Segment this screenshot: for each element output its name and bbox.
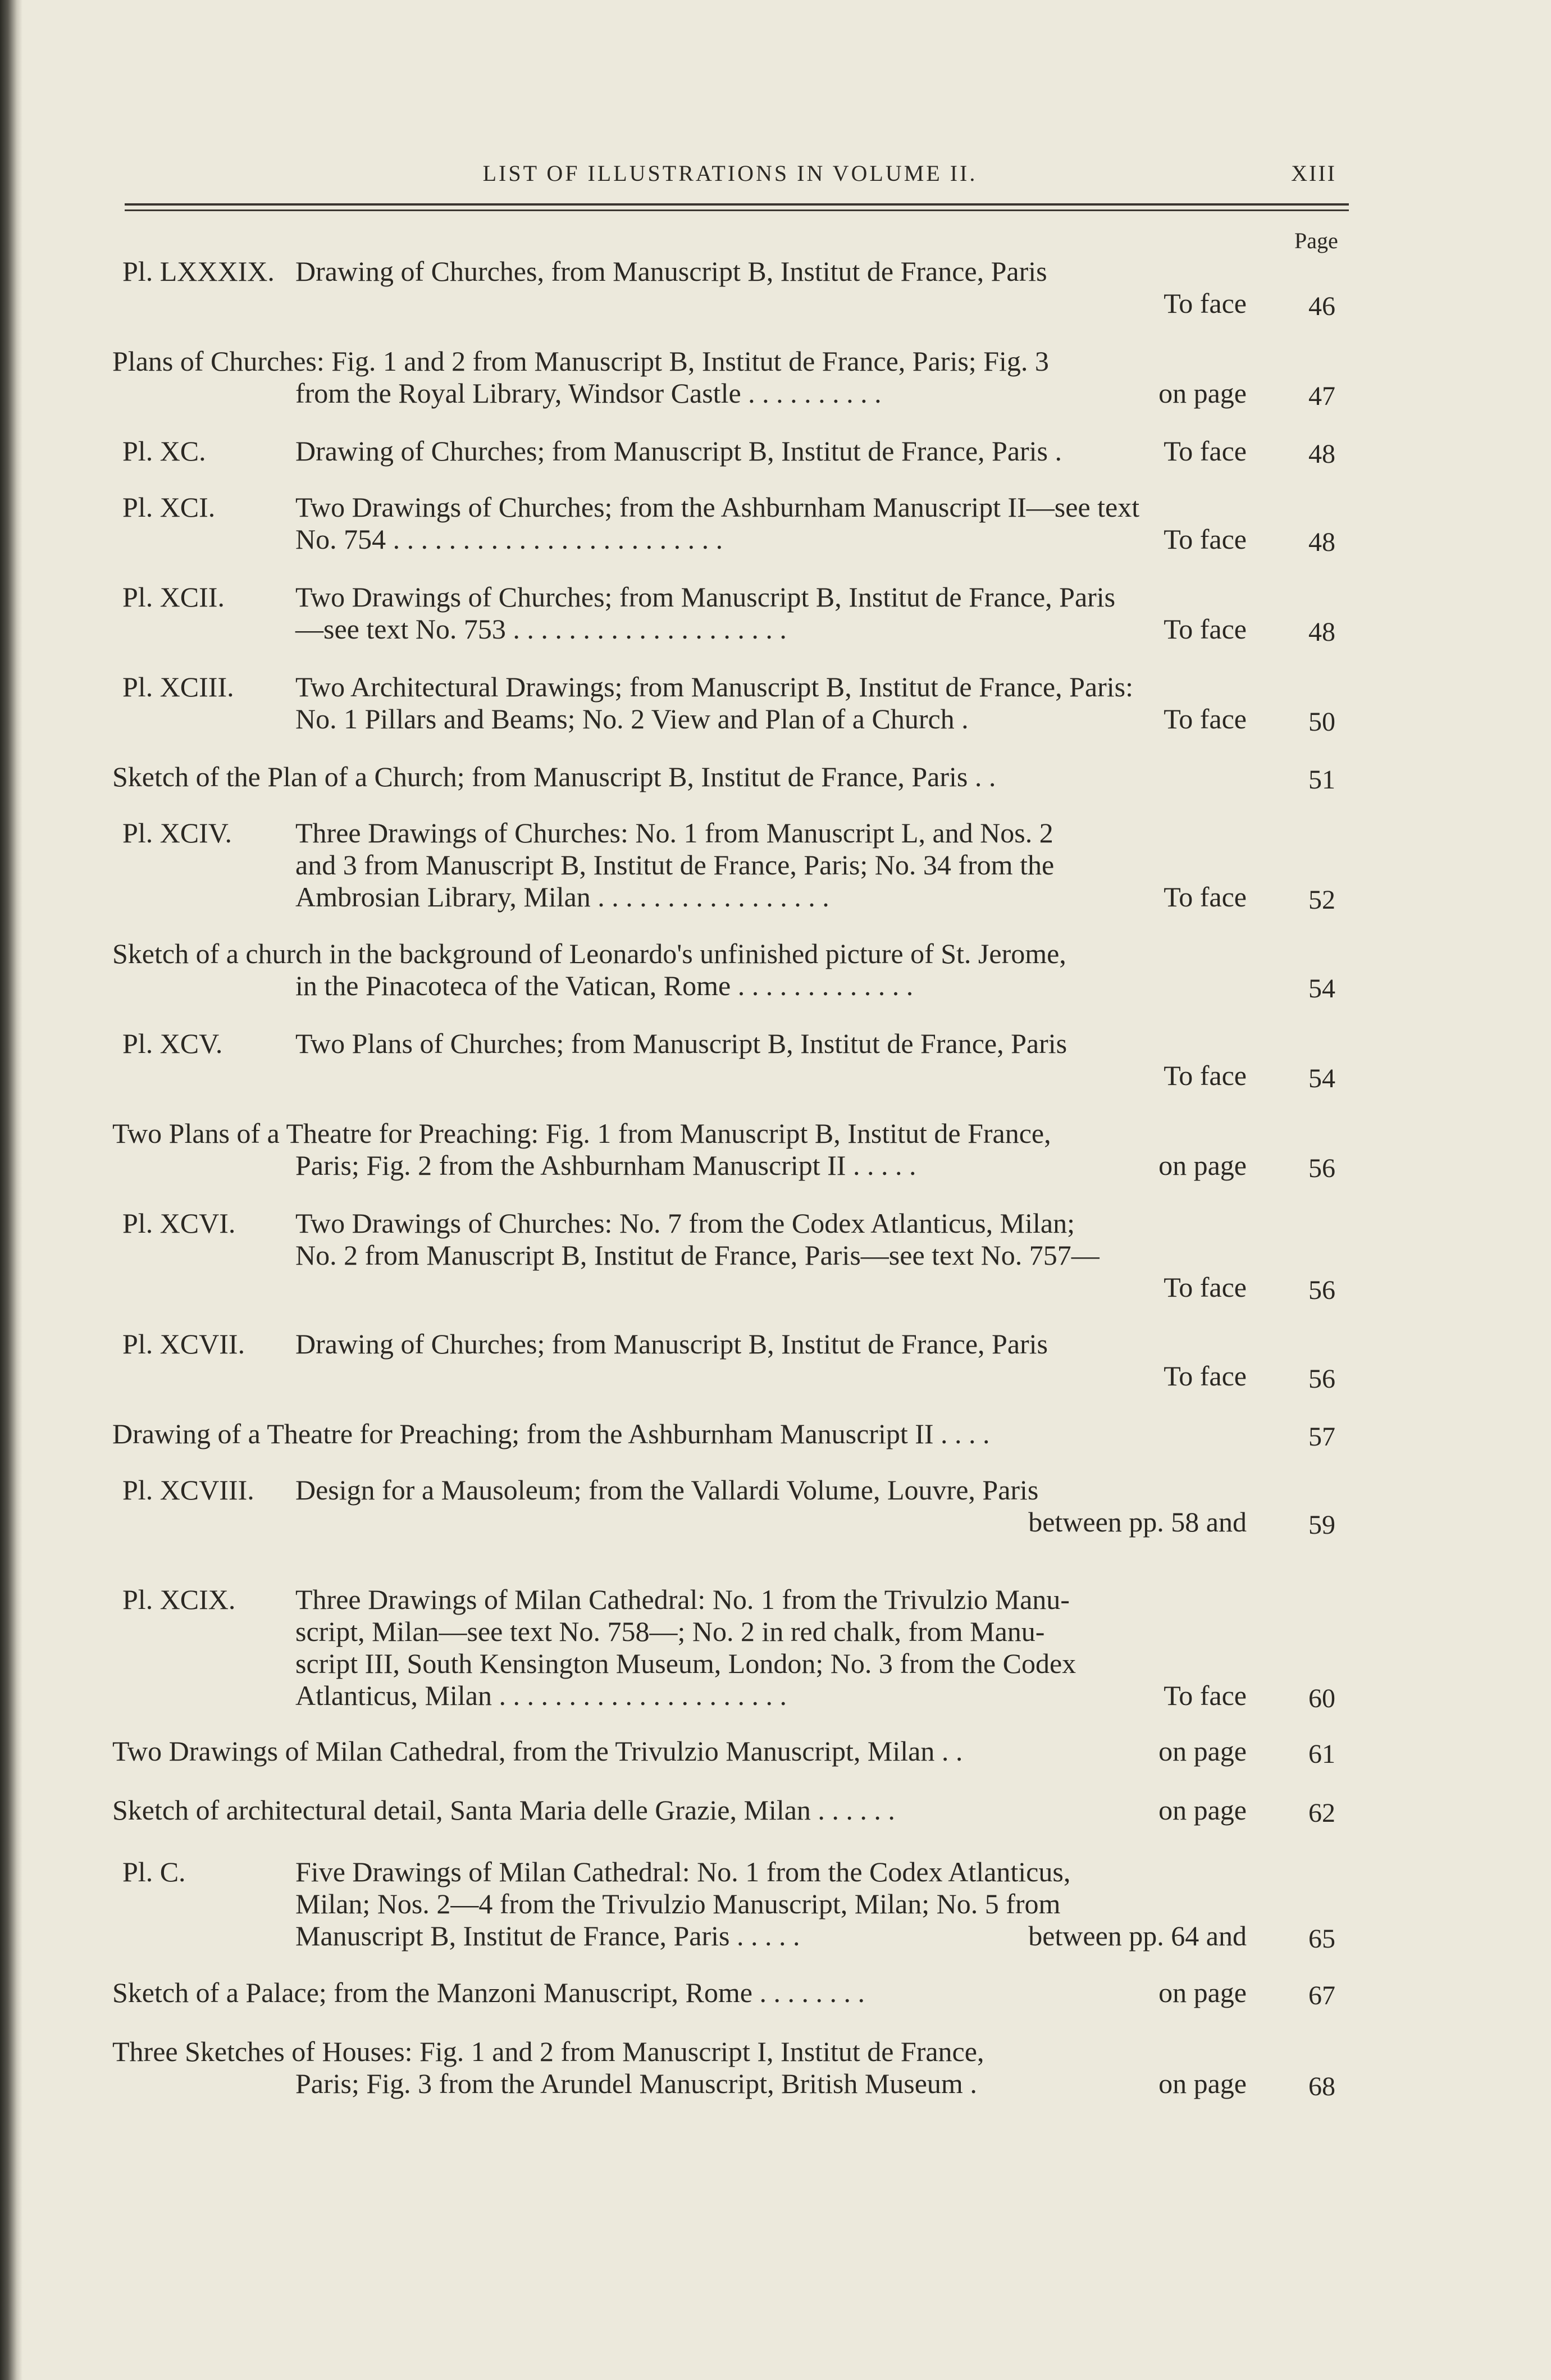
entry-line: [112, 256, 1348, 288]
list-item: [112, 1977, 1348, 2009]
entry-text: Drawing of a Theatre for Preaching; from the Ashburnham Manuscript II . . . .: [112, 1418, 990, 1449]
list-item: [112, 1474, 1348, 1538]
placement-reference: To face: [1164, 1271, 1247, 1303]
plate-number: Pl. XCVII.: [122, 1328, 245, 1360]
entry-text: Atlanticus, Milan . . . . . . . . . . . . . . . . . . . . .: [295, 1680, 787, 1711]
entry-line: [112, 2036, 1348, 2068]
list-item: [112, 1207, 1348, 1303]
page-number: 54: [1308, 1064, 1335, 1093]
placement-reference: on page: [1158, 377, 1247, 409]
entry-line: [112, 970, 1348, 1002]
page-number: 54: [1308, 974, 1335, 1004]
entry-text: Three Drawings of Milan Cathedral: No. 1 from the Trivulzio Manu-: [295, 1584, 1070, 1615]
entry-line: [112, 1506, 1348, 1538]
entry-text: No. 1 Pillars and Beams; No. 2 View and Plan of a Church .: [295, 703, 969, 735]
placement-reference: on page: [1158, 1977, 1247, 2008]
list-item: [112, 1584, 1348, 1712]
page-number: 50: [1308, 707, 1335, 737]
placement-reference: To face: [1164, 1060, 1247, 1091]
plate-number: Pl. XCVIII.: [122, 1474, 254, 1506]
entry-text: Two Drawings of Churches; from Manuscript B, Institut de France, Paris: [295, 581, 1116, 613]
list-item: [112, 1328, 1348, 1392]
entry-text: Sketch of the Plan of a Church; from Manuscript B, Institut de France, Paris . .: [112, 761, 996, 792]
list-item: [112, 761, 1348, 793]
page-number: 57: [1308, 1422, 1335, 1452]
list-item: [112, 817, 1348, 913]
entry-line: [112, 1584, 1348, 1616]
entry-text: Two Drawings of Churches: No. 7 from the Codex Atlanticus, Milan;: [295, 1207, 1075, 1239]
list-item: [112, 1856, 1348, 1952]
entry-line: [112, 377, 1348, 409]
entry-line: [112, 1271, 1348, 1303]
entry-line: [112, 1360, 1348, 1392]
page-spine-shadow: [0, 0, 22, 2380]
list-item: [112, 345, 1348, 409]
plate-number: Pl. XCIII.: [122, 671, 234, 703]
page-number: 67: [1308, 1981, 1335, 2010]
plate-number: Pl. XCI.: [122, 491, 216, 523]
entry-line: [112, 491, 1348, 523]
entry-text: Two Drawings of Milan Cathedral, from the Trivulzio Manuscript, Milan . .: [112, 1735, 963, 1767]
entry-text: Design for a Mausoleum; from the Vallardi Volume, Louvre, Paris: [295, 1474, 1039, 1506]
placement-reference: To face: [1164, 288, 1247, 319]
entry-text: Ambrosian Library, Milan . . . . . . . . . . . . . . . . .: [295, 881, 829, 913]
page-number: 56: [1308, 1275, 1335, 1305]
entry-text: No. 2 from Manuscript B, Institut de France, Paris—see text No. 757—: [295, 1239, 1100, 1271]
list-item: [112, 435, 1348, 467]
entry-text: Five Drawings of Milan Cathedral: No. 1 from the Codex Atlanticus,: [295, 1856, 1071, 1887]
entry-line: [112, 1150, 1348, 1182]
placement-reference: on page: [1158, 2068, 1247, 2099]
page-number: 52: [1308, 885, 1335, 915]
page-number: 48: [1308, 439, 1335, 469]
placement-reference: To face: [1164, 523, 1247, 555]
entry-text: Drawing of Churches; from Manuscript B, Institut de France, Paris .: [295, 435, 1062, 467]
page-number: 46: [1308, 291, 1335, 321]
folio-number: XIII: [1291, 161, 1336, 186]
list-item: [112, 938, 1348, 1002]
entry-line: [112, 1239, 1348, 1271]
plate-number: Pl. XCII.: [122, 581, 225, 613]
entry-line: [112, 1207, 1348, 1239]
entry-line: [112, 581, 1348, 613]
plate-number: Pl. XC.: [122, 435, 206, 467]
entry-line: [112, 881, 1348, 913]
entry-line: [112, 938, 1348, 970]
page-title: LIST OF ILLUSTRATIONS IN VOLUME II.: [482, 161, 978, 186]
list-item: [112, 1735, 1348, 1767]
page-number: 68: [1308, 2072, 1335, 2101]
list-item: [112, 256, 1348, 320]
entry-text: and 3 from Manuscript B, Institut de France, Paris; No. 34 from the: [295, 849, 1055, 881]
entry-line: [112, 1118, 1348, 1150]
entry-line: [112, 1920, 1348, 1952]
entry-line: [112, 523, 1348, 555]
entry-line: [112, 1474, 1348, 1506]
running-header: [124, 149, 1336, 199]
entry-text: Milan; Nos. 2—4 from the Trivulzio Manuscript, Milan; No. 5 from: [295, 1888, 1061, 1919]
entry-text: Sketch of a Palace; from the Manzoni Manuscript, Rome . . . . . . . .: [112, 1977, 865, 2008]
entry-line: [112, 435, 1348, 467]
entry-text: Manuscript B, Institut de France, Paris . . . . .: [295, 1920, 800, 1952]
plate-number: Pl. C.: [122, 1856, 186, 1887]
header-rule: [125, 203, 1349, 206]
entry-line: [112, 817, 1348, 849]
placement-reference: between pp. 58 and: [1028, 1506, 1247, 1538]
entry-text: from the Royal Library, Windsor Castle . . . . . . . . . .: [295, 377, 882, 409]
entry-line: [112, 1060, 1348, 1092]
page-number: 56: [1308, 1364, 1335, 1394]
entry-text: Three Sketches of Houses: Fig. 1 and 2 from Manuscript I, Institut de France,: [112, 2036, 984, 2067]
placement-reference: To face: [1164, 613, 1247, 645]
placement-reference: on page: [1158, 1735, 1247, 1767]
entry-text: No. 754 . . . . . . . . . . . . . . . . . . . . . . . .: [295, 523, 723, 555]
entry-text: —see text No. 753 . . . . . . . . . . . . . . . . . . . .: [295, 613, 787, 645]
list-item: [112, 671, 1348, 735]
page-number: 56: [1308, 1153, 1335, 1183]
entry-text: Drawing of Churches, from Manuscript B, Institut de France, Paris: [295, 256, 1047, 287]
placement-reference: To face: [1164, 881, 1247, 913]
page-number: 48: [1308, 527, 1335, 557]
placement-reference: To face: [1164, 1680, 1247, 1711]
page-number: 61: [1308, 1739, 1335, 1769]
entry-line: [112, 1648, 1348, 1680]
placement-reference: on page: [1158, 1150, 1247, 1181]
placement-reference: on page: [1158, 1794, 1247, 1826]
entry-text: script, Milan—see text No. 758—; No. 2 in red chalk, from Manu-: [295, 1616, 1045, 1647]
entry-text: Paris; Fig. 2 from the Ashburnham Manuscript II . . . . .: [295, 1150, 916, 1181]
entry-line: [112, 613, 1348, 645]
entry-text: Paris; Fig. 3 from the Arundel Manuscript, British Museum .: [295, 2068, 977, 2099]
list-item: [112, 2036, 1348, 2100]
entry-line: [112, 1735, 1348, 1767]
entry-text: script III, South Kensington Museum, London; No. 3 from the Codex: [295, 1648, 1076, 1679]
entry-line: [112, 1888, 1348, 1920]
page-number: 48: [1308, 617, 1335, 647]
entry-line: [112, 761, 1348, 793]
page-column-label: Page: [1294, 228, 1338, 253]
entry-line: [112, 1616, 1348, 1648]
page-number: 65: [1308, 1924, 1335, 1954]
entry-line: [112, 1977, 1348, 2009]
page-number: 51: [1308, 765, 1335, 795]
plate-number: Pl. XCV.: [122, 1028, 223, 1059]
entry-text: Two Drawings of Churches; from the Ashburnham Manuscript II—see text: [295, 491, 1140, 523]
plate-number: Pl. XCIX.: [122, 1584, 236, 1615]
header-rule: [125, 209, 1349, 211]
entry-text: Two Plans of Churches; from Manuscript B, Institut de France, Paris: [295, 1028, 1068, 1059]
entry-line: [112, 703, 1348, 735]
entry-line: [112, 345, 1348, 377]
page-number: 62: [1308, 1798, 1335, 1828]
plate-number: Pl. XCVI.: [122, 1207, 236, 1239]
entry-text: in the Pinacoteca of the Vatican, Rome . . . . . . . . . . . . .: [295, 970, 914, 1001]
entry-line: [112, 671, 1348, 703]
placement-reference: To face: [1164, 1360, 1247, 1392]
entry-line: [112, 1328, 1348, 1360]
entry-text: Drawing of Churches; from Manuscript B, Institut de France, Paris: [295, 1328, 1048, 1360]
entry-line: [112, 1680, 1348, 1712]
entry-text: Three Drawings of Churches: No. 1 from Manuscript L, and Nos. 2: [295, 817, 1053, 849]
placement-reference: To face: [1164, 435, 1247, 467]
plate-number: Pl. XCIV.: [122, 817, 232, 849]
list-item: [112, 1794, 1348, 1826]
placement-reference: To face: [1164, 703, 1247, 735]
entry-line: [112, 2068, 1348, 2100]
entry-line: [112, 1856, 1348, 1888]
entry-text: Plans of Churches: Fig. 1 and 2 from Manuscript B, Institut de France, Paris; Fig. 3: [112, 345, 1049, 377]
page-number: 59: [1308, 1510, 1335, 1540]
list-item: [112, 491, 1348, 555]
page-number: 47: [1308, 381, 1335, 411]
entry-line: [112, 849, 1348, 881]
entry-line: [112, 1794, 1348, 1826]
entry-text: Two Architectural Drawings; from Manuscript B, Institut de France, Paris:: [295, 671, 1134, 703]
plate-number: Pl. LXXXIX.: [122, 256, 275, 287]
list-item: [112, 1418, 1348, 1450]
list-item: [112, 1028, 1348, 1092]
page-number: 60: [1308, 1684, 1335, 1713]
list-item: [112, 1118, 1348, 1182]
entry-line: [112, 1418, 1348, 1450]
entry-text: Two Plans of a Theatre for Preaching: Fig. 1 from Manuscript B, Institut de France,: [112, 1118, 1051, 1149]
entry-line: [112, 1028, 1348, 1060]
entry-text: Sketch of architectural detail, Santa Maria delle Grazie, Milan . . . . . .: [112, 1794, 895, 1826]
list-item: [112, 581, 1348, 645]
entry-text: Sketch of a church in the background of Leonardo's unfinished picture of St. Jerome,: [112, 938, 1066, 969]
placement-reference: between pp. 64 and: [1028, 1920, 1247, 1952]
entry-line: [112, 288, 1348, 320]
